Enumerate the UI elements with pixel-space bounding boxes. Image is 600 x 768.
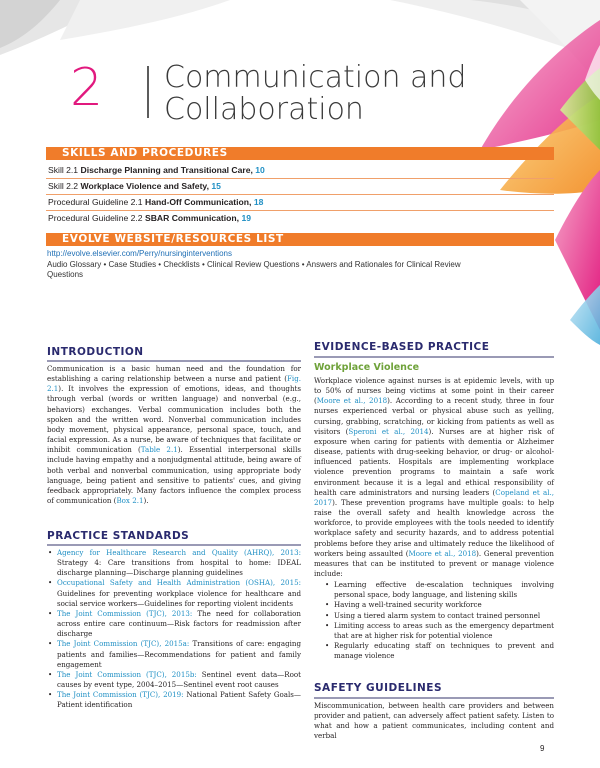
skill-row[interactable] [46,195,554,211]
chapter-title-line1: Communication and [164,60,467,95]
skill-row[interactable] [46,211,554,226]
standard-link[interactable]: The Joint Commission (TJC), 2015a: [57,639,190,649]
skill-page-link[interactable]: 18 [253,197,264,207]
list-item: • Having a well-trained security workforce [324,600,554,610]
skill-prefix: Skill 2.1 [48,165,81,175]
chapter-number: 2 [70,58,104,118]
list-item: • The Joint Commission (TJC), 2015a: Transitions of care: engaging patients and families—Recommendations for patient and family engagement [47,639,301,669]
evidence-paragraph: Workplace violence against nurses is at epidemic levels, with up to 50% of nurses being victims at some point in their career (Moore et al., 2018). According to a recent study, three in four nurses experienced verbal or physical abuse such as yelling, cursing, grabbing, scratching, or kicking from patients as well as visitors (Speroni et al., 2014). Nurses are at higher risk of exposure when caring for patients with dementia or Alzheimer disease, patients with drug-seeking behavior, or drug- or alcohol-influenced patients. Hospitals are implementing workplace violence prevention programs to maintain a safe work environment because it is a legal and ethical responsibility of health care administrators and nursing leaders (Copeland et al., 2017). These prevention programs have multiple goals: to help raise the overall safety and health knowledge across the workforce, to provide employees with the tools needed to identify workplace safety and security hazards, and to address potential problems before they arise and ultimately reduce the likelihood of workers being assaulted (Moore et al., 2018). General prevention measures that can be instituted to prevent or manage violence include: • Learning effective de-escalation techniques involving personal space, body language, and listening skills • Having a well-trained security workforce • Using a tiered alarm system to contact trained personnel • Limiting access to areas such as the emergency department that are at higher risk for potential violence • Regularly educating staff on techniques to prevent and manage violence [314,376,554,661]
skill-title: Workplace Violence and Safety, [80,181,209,191]
chapter-title [164,62,466,126]
practice-standards-heading: PRACTICE STANDARDS [47,530,190,542]
skill-title: Hand-Off Communication, [144,197,252,207]
skill-page-link[interactable]: 10 [255,165,265,175]
evolve-heading: EVOLVE WEBSITE/RESOURCES LIST [46,233,554,246]
table-link[interactable]: Table 2.1 [140,445,178,455]
skill-row[interactable] [46,179,554,195]
list-item: • Limiting access to areas such as the emergency department that are at higher risk for potential violence [324,621,554,641]
citation-link[interactable]: Speroni et al., 2014 [348,426,429,436]
evolve-resources: Audio Glossary • Case Studies • Checklists • Clinical Review Questions • Answers and Rationales for Clinical Review Questions [47,260,461,279]
chapter-title-line2: Collaboration [164,92,364,127]
skill-page-link[interactable]: 15 [211,181,221,191]
page-number: 9 [540,744,545,753]
evolve-url-link[interactable]: http://evolve.elsevier.com/Perry/nursinginterventions [47,249,232,258]
list-item: • The Joint Commission (TJC), 2013: The need for collaboration across entire care continuum—Risk factors for readmission after discharge [47,609,301,639]
citation-link[interactable]: Moore et al., 2018 [408,548,477,558]
skill-row[interactable] [46,163,554,179]
introduction-rule [47,360,301,362]
list-item: • Learning effective de-escalation techniques involving personal space, body language, and listening skills [324,580,554,600]
evidence-subheading: Workplace Violence [314,362,420,373]
list-item: • Using a tiered alarm system to contact trained personnel [324,611,554,621]
standard-link[interactable]: Occupational Safety and Health Administration (OSHA), 2015: [57,578,301,588]
list-item: • Agency for Healthcare Research and Quality (AHRQ), 2013: Strategy 4: Care transitions from hospital to home: IDEAL discharge planning—Discharge planning guidelines [47,548,301,578]
list-item: • Occupational Safety and Health Administration (OSHA), 2015: Guidelines for preventing workplace violence for healthcare and social service workers—Guidelines for reporting violent incidents [47,578,301,608]
skills-list [46,163,554,226]
box-link[interactable]: Box 2.1 [116,496,144,506]
standard-link[interactable]: The Joint Commission (TJC), 2013: [57,608,193,618]
chapter-divider [147,66,149,118]
standard-link[interactable]: The Joint Commission (TJC), 2015b: [57,669,197,679]
standard-link[interactable]: Agency for Healthcare Research and Quality (AHRQ), 2013: [57,548,301,557]
introduction-paragraph: Communication is a basic human need and the foundation for establishing a caring relationship between a nurse and patient (Fig. 2.1). It involves the expression of emotions, ideas, and thoughts through verbal (words or written language) and nonverbal (e.g., behaviors) exchanges. Verbal communication includes both the spoken and the written word. Nonverbal communication includes body movement, physical appearance, personal space, touch, and facial expression. As a nurse, be aware of techniques that facilitate or inhibit communication (Table 2.1). Essential interpersonal skills include having empathy and a nonjudgmental attitude, being aware of both verbal and nonverbal communication, using appropriate body language, being patient and sensitive to patients' cues, and giving feedback appropriately. Many factors influence the complex process of communication (Box 2.1). [47,364,301,506]
introduction-heading: INTRODUCTION [47,346,144,358]
skills-procedures-heading: SKILLS AND PROCEDURES [46,147,554,160]
list-item: • The Joint Commission (TJC), 2019: National Patient Safety Goals—Patient identification [47,690,301,710]
skill-prefix: Procedural Guideline 2.2 [48,213,145,223]
safety-paragraph: Miscommunication, between health care providers and between provider and patient, can adversely affect patient safety. Listen to what and how a patient communicates, including content and verbal [314,701,554,741]
evidence-heading: EVIDENCE-BASED PRACTICE [314,341,490,353]
fig-link[interactable]: Fig. 2.1 [47,374,301,394]
citation-link[interactable]: Copeland et al., 2017 [314,487,554,507]
safety-rule [314,697,554,699]
skill-page-link[interactable]: 19 [241,213,251,223]
practice-standards-list [47,548,301,711]
citation-link[interactable]: Moore et al., 2018 [316,396,388,406]
list-item: • Regularly educating staff on techniques to prevent and manage violence [324,641,554,661]
skill-title: Discharge Planning and Transitional Care, [80,165,253,175]
evidence-rule [314,356,554,358]
skill-title: SBAR Communication, [144,213,240,223]
skill-prefix: Skill 2.2 [48,181,81,191]
safety-heading: SAFETY GUIDELINES [314,682,443,694]
skill-prefix: Procedural Guideline 2.1 [48,197,145,207]
practice-standards-rule [47,544,301,546]
list-item: • The Joint Commission (TJC), 2015b: Sentinel event data—Root causes by event type, 2004–2015—Sentinel event root causes [47,670,301,690]
standard-link[interactable]: The Joint Commission (TJC), 2019: [57,690,184,700]
